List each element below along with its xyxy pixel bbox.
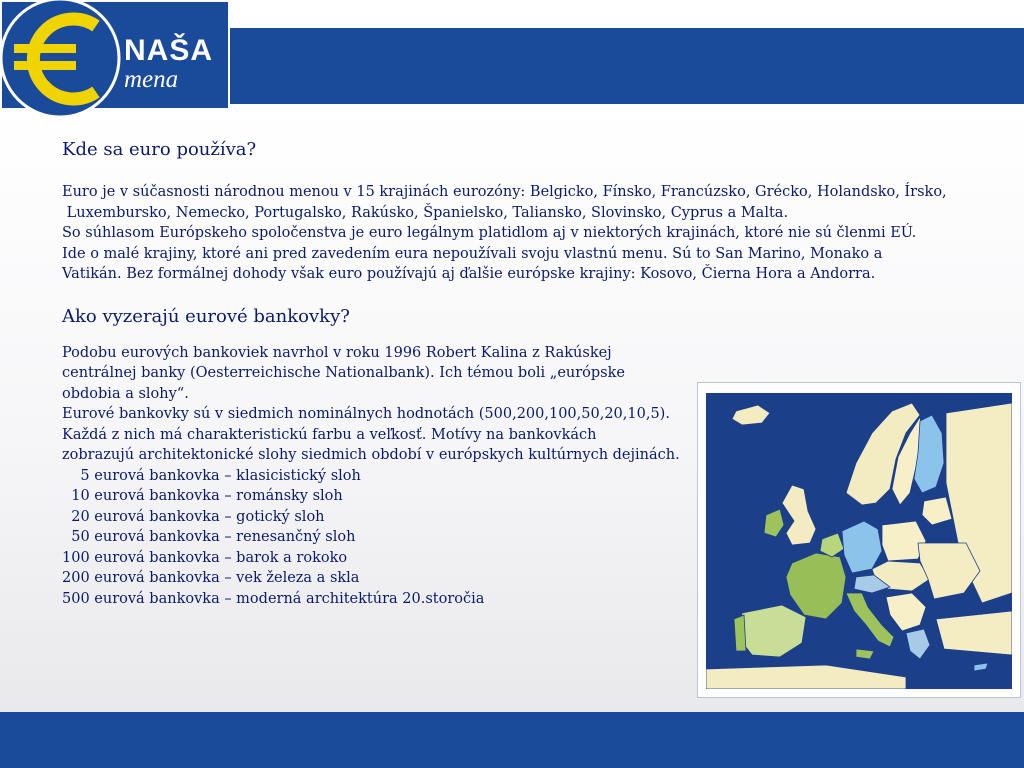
banknote-item: 50 eurová bankovka – renesančný sloh bbox=[62, 529, 356, 545]
paragraph-line: obdobia a slohy“. bbox=[62, 385, 189, 402]
paragraph-line: Eurové bankovky sú v siedmich nominálnych hodnotách (500,200,100,50,20,10,5). bbox=[62, 406, 670, 422]
logo-subtitle: mena bbox=[124, 66, 179, 93]
paragraph-line: Vatikán. Bez formálnej dohody však euro používajú aj ďalšie európske krajiny: Kosovo, Čierna Hora a Andorra. bbox=[62, 266, 876, 282]
paragraph-line: Luxembursko, Nemecko, Portugalsko, Rakúsko, Španielsko, Taliansko, Slovinsko, Cyprus a Malta. bbox=[62, 204, 789, 221]
footer-bar bbox=[0, 712, 1024, 768]
paragraph-line: So súhlasom Európskeho spoločenstva je euro legálnym platidlom aj v niektorých krajinách, ktoré nie sú členmi EÚ. bbox=[62, 225, 917, 241]
banknote-item: 5 eurová bankovka – klasicistický sloh bbox=[62, 467, 361, 484]
section-heading-banknotes: Ako vyzerajú eurové bankovky? bbox=[62, 305, 350, 327]
europe-map-frame bbox=[697, 382, 1021, 698]
paragraph-line: Podobu eurových bankoviek navrhol v roku 1996 Robert Kalina z Rakúskej bbox=[62, 344, 612, 361]
banknote-item: 100 eurová bankovka – barok a rokoko bbox=[62, 549, 348, 566]
europe-map-icon bbox=[706, 393, 1012, 689]
paragraph-line: Ide o malé krajiny, ktoré ani pred zavedením eura nepoužívali svoju vlastnú menu. Sú to San Marino, Monako a bbox=[62, 245, 883, 262]
banknote-item: 20 eurová bankovka – gotický sloh bbox=[62, 508, 325, 525]
banknote-item: 500 eurová bankovka – moderná architektúra 20.storočia bbox=[62, 590, 485, 607]
logo-title: NAŠA bbox=[124, 34, 214, 67]
paragraph-line: zobrazujú architektonické slohy siedmich období v európskych kultúrnych dejinách. bbox=[62, 447, 680, 463]
banknote-item: 10 eurová bankovka – románsky sloh bbox=[62, 488, 343, 504]
paragraph-line: Každá z nich má charakteristickú farbu a veľkosť. Motívy na bankovkách bbox=[62, 426, 597, 443]
logo bbox=[0, 0, 232, 126]
banknote-item: 200 eurová bankovka – vek železa a skla bbox=[62, 570, 360, 586]
paragraph-line: centrálnej banky (Oesterreichische Nationalbank). Ich témou boli „európske bbox=[62, 365, 625, 381]
paragraph-line: Euro je v súčasnosti národnou menou v 15 krajinách eurozóny: Belgicko, Fínsko, Francúzsko, Grécko, Holandsko, Írsko, bbox=[62, 184, 947, 200]
section-heading-usage: Kde sa euro používa? bbox=[62, 139, 257, 160]
